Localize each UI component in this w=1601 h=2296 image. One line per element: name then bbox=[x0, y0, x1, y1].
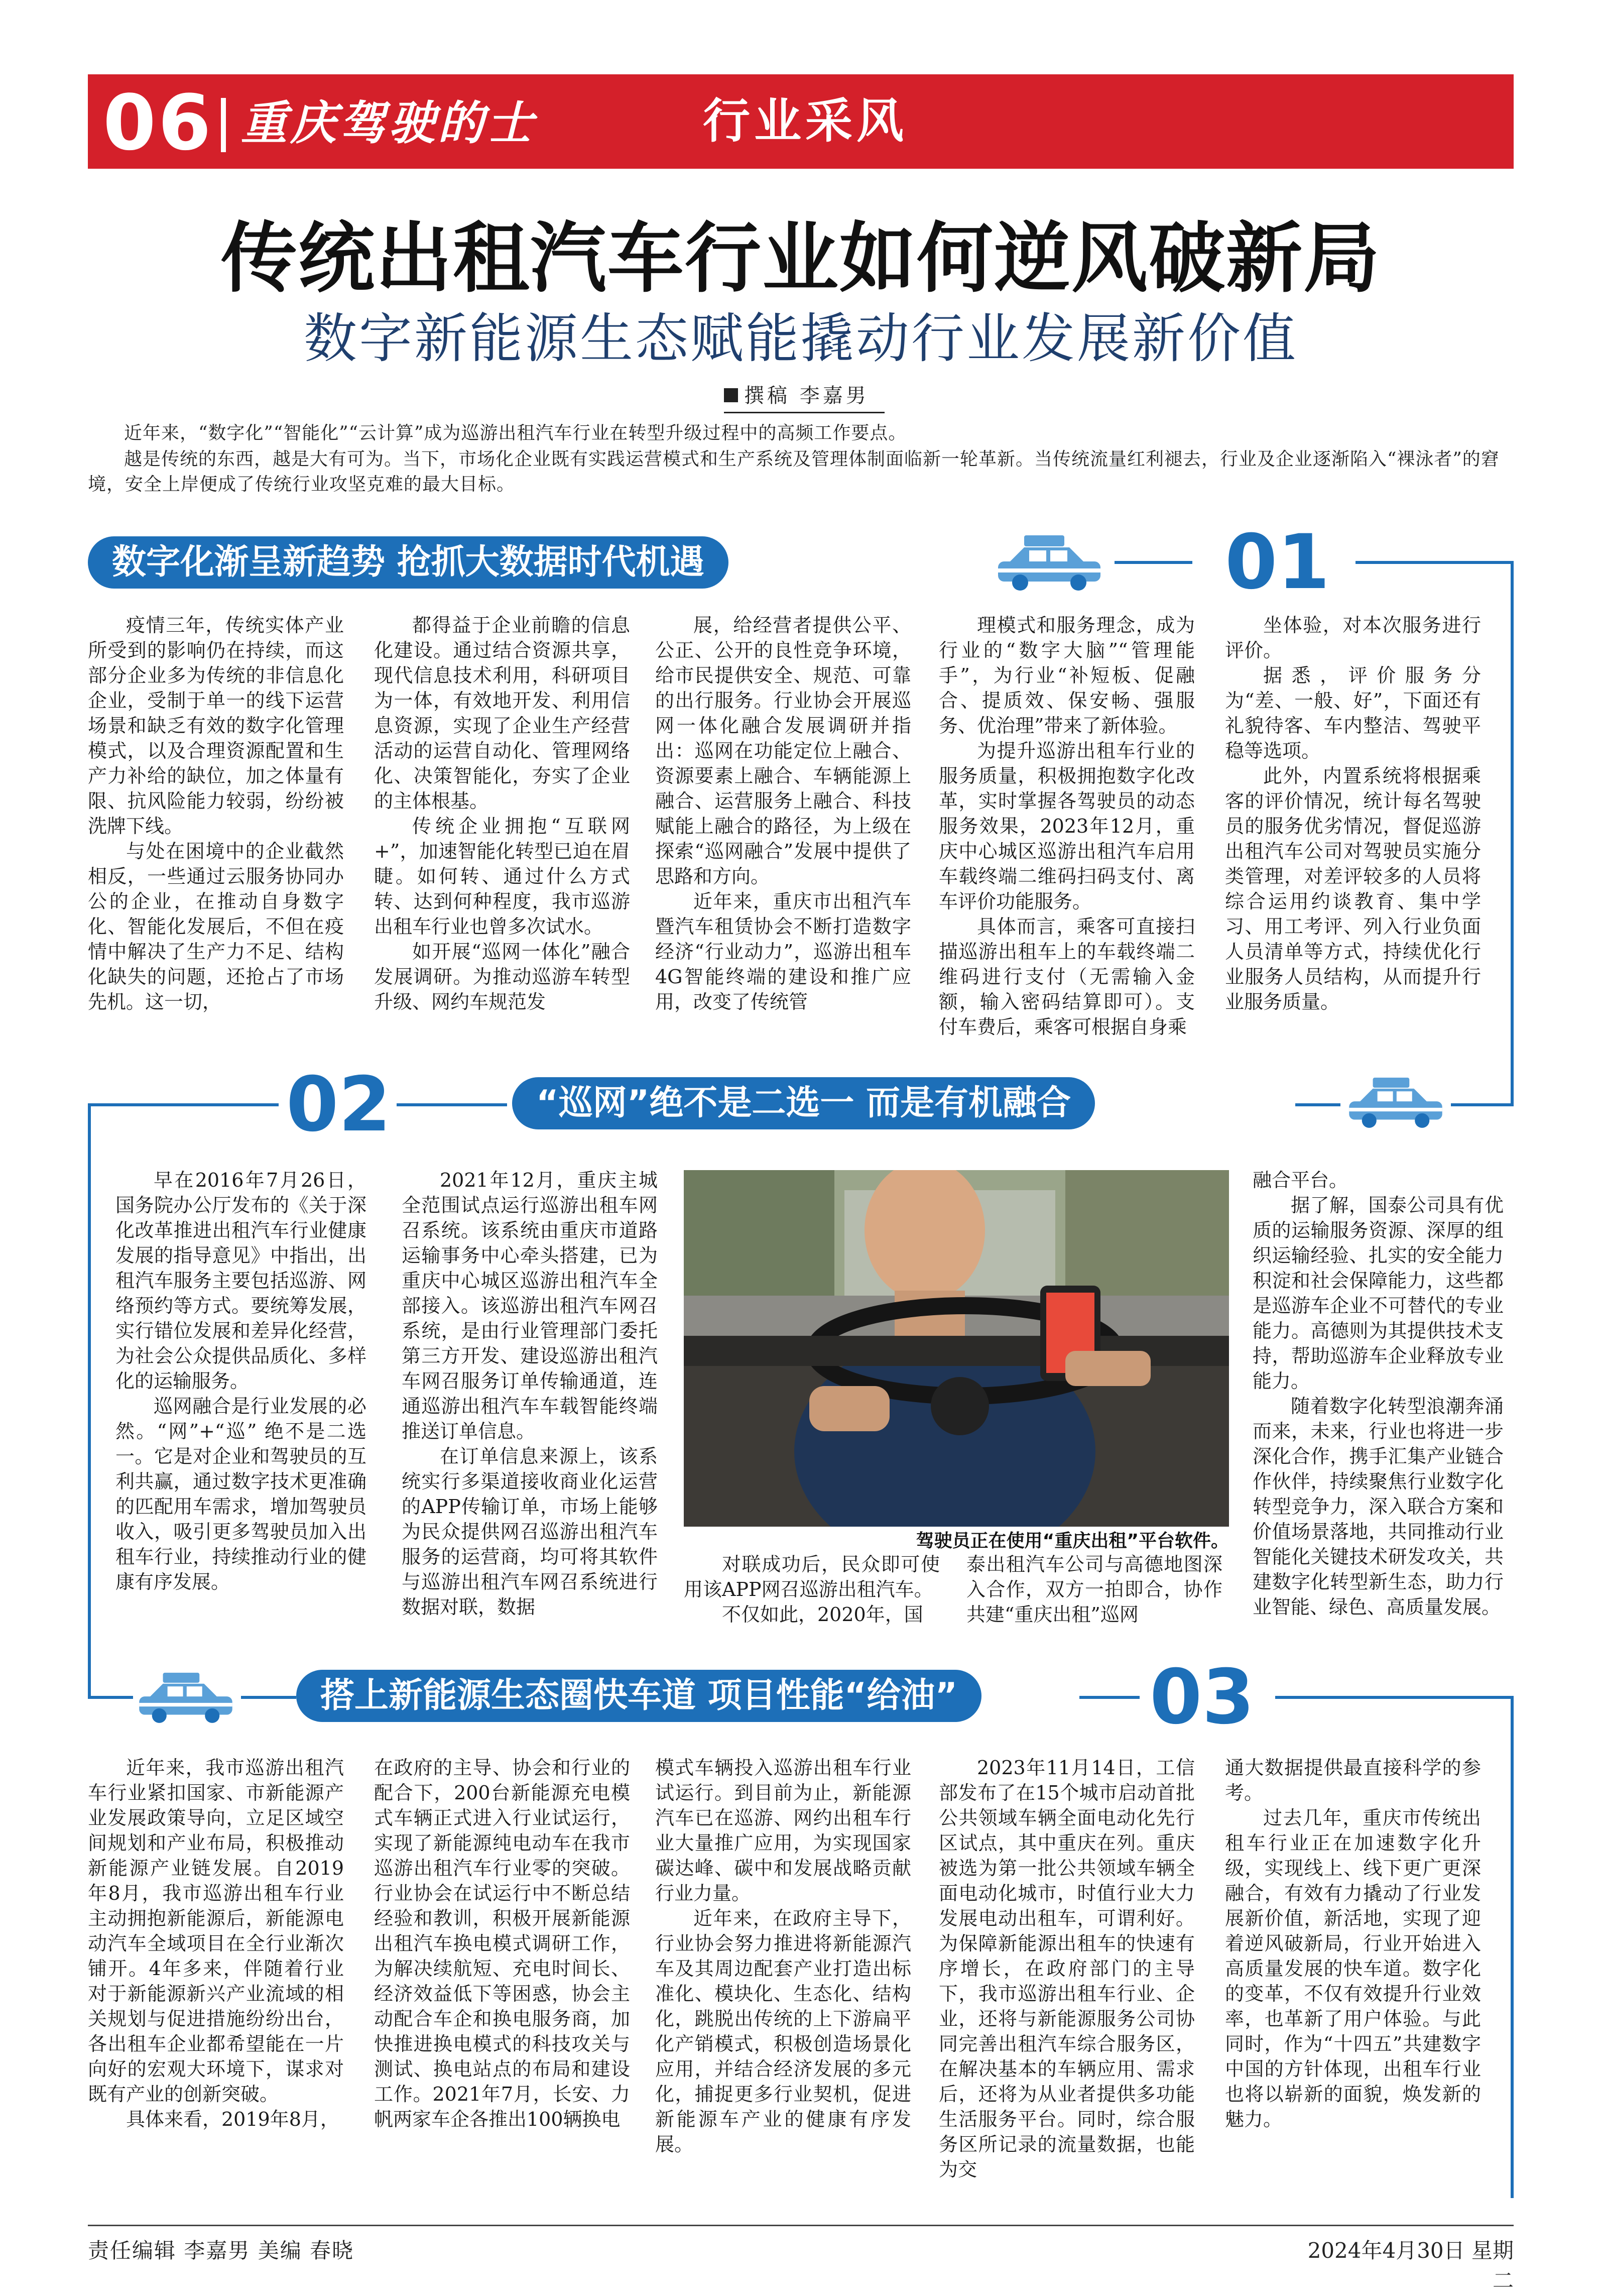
footer-rule bbox=[88, 2225, 1514, 2226]
section3-column-5 bbox=[1225, 1755, 1481, 2132]
paragraph: 具体来看，2019年8月， bbox=[126, 2108, 339, 2130]
section3-number: 03 bbox=[1150, 1654, 1255, 1741]
section3-side-rule bbox=[1511, 1696, 1514, 2198]
intro-paragraph: 越是传统的东西，越是大有可为。当下，市场化企业既有实践运营模式和生产系统及管理体制面临新一轮革新。当传统流量红利褪去，行业及企业逐渐陷入“裸泳者”的窘境，安全上岸便成了传统行业攻坚克难的最大目标。 bbox=[88, 449, 1500, 495]
paragraph: 与处在困境中的企业截然相反，一些通过云服务协同办公的企业，在推动自身数字化、智能化发展后，不但在疫情中解决了生产力不足、结构化缺失的问题，还抢占了市场先机。这一切， bbox=[88, 840, 344, 1013]
paragraph: 如开展“巡网一体化”融合发展调研。为推动巡游车转型升级、网约车规范发 bbox=[374, 941, 630, 1013]
paragraph: 为提升巡游出租车行业的服务质量，积极拥抱数字化改革，实时掌握各驾驶员的动态服务效果，2023年12月，重庆中心城区巡游出租汽车启用车载终端二维码扫码支付、离车评价功能服务。 bbox=[939, 740, 1195, 912]
section3-rule-end bbox=[1275, 1696, 1514, 1699]
paragraph: 具体而言，乘客可直接扫描巡游出租车上的车载终端二维码进行支付（无需输入金额，输入密码结算即可）。支付车费后，乘客可根据自身乘 bbox=[939, 915, 1195, 1038]
section3-column-1 bbox=[88, 1755, 344, 2132]
page-number: 06 bbox=[103, 78, 213, 167]
paragraph: 巡网融合是行业发展的必然。“网”+“巡” 绝不是二选一。它是对企业和驾驶员的互利共赢，通过数字技术更准确的匹配用车需求，增加驾驶员收入，吸引更多驾驶员加入出租车行业，持续推动行业的健康有序发展。 bbox=[115, 1395, 366, 1593]
paragraph: 此外，内置系统将根据乘客的评价情况，统计每名驾驶员的服务优劣情况，督促巡游出租汽车公司对驾驶员实施分类管理，对差评较多的人员将综合运用约谈教育、集中学习、用工考评、列入行业负面人员清单等方式，持续优化行业服务人员结构，从而提升行业服务质量。 bbox=[1225, 765, 1481, 1013]
driver-photo bbox=[684, 1170, 1229, 1527]
paragraph: 近年来，重庆市出租汽车暨汽车租赁协会不断打造数字经济“行业动力”，巡游出租车4G智能终端的建设和推广应用，改变了传统管 bbox=[655, 890, 911, 1013]
section2-column-1 bbox=[115, 1168, 366, 1594]
taxi-icon bbox=[1345, 1075, 1446, 1130]
paragraph: 融合平台。 bbox=[1253, 1169, 1348, 1191]
taxi-icon bbox=[994, 532, 1104, 593]
photo-caption: 驾驶员正在使用“重庆出租”平台软件。 bbox=[916, 1531, 1229, 1551]
section3-rule-right bbox=[1079, 1696, 1140, 1699]
section2-number: 02 bbox=[286, 1061, 391, 1149]
section1-rule bbox=[1115, 561, 1192, 564]
section1-column-1 bbox=[88, 613, 344, 1014]
paragraph: 早在2016年7月26日，国务院办公厅发布的《关于深化改革推进出租汽车行业健康发展的指导意见》中指出，出租汽车服务主要包括巡游、网络预约等方式。要统筹发展，实行错位发展和差异化经营，为社会公众提供品质化、多样化的运输服务。 bbox=[115, 1169, 366, 1392]
section1-banner: 数字化渐呈新趋势 抢抓大数据时代机遇 bbox=[88, 536, 728, 589]
author-underline bbox=[724, 412, 885, 413]
section3-rule-mid bbox=[241, 1696, 296, 1699]
taxi-icon bbox=[136, 1670, 236, 1725]
section2-column-2 bbox=[402, 1168, 658, 1620]
section1-column-3 bbox=[655, 613, 911, 1014]
author-byline: 撰稿 李嘉男 bbox=[744, 384, 869, 407]
paragraph: 对联成功后，民众即可使用该APP网召巡游出租汽车。 bbox=[684, 1553, 940, 1600]
section2-column-3 bbox=[684, 1552, 940, 1627]
paragraph: 在政府的主导、协会和行业的配合下，200台新能源充电模式车辆正式进入行业试运行，实现了新能源纯电动车在我市巡游出租汽车行业零的突破。行业协会在试运行中不断总结经验和教训，积极开展新能源出租汽车换电模式调研工作，为解决续航短、充电时间长、经济效益低下等困惑，协会主动配合车企和换电服务商，加快推进换电模式的科技攻关与测试、换电站点的布局和建设工作。2021年7月，长安、力帆两家车企各推出100辆换电 bbox=[374, 1757, 630, 2130]
paragraph: 近年来，我市巡游出租汽车行业紧扣国家、市新能源产业发展政策导向，立足区域空间规划和产业布局，积极推动新能源产业链发展。自2019年8月，我市巡游出租车行业主动拥抱新能源后，新能源电动汽车全域项目在全行业渐次铺开。4年多来，伴随着行业对于新能源新兴产业流域的相关规划与促进措施纷纷出台，各出租车企业都希望能在一片向好的宏观大环境下，谋求对既有产业的创新突破。 bbox=[88, 1757, 344, 2105]
section-name: 行业采风 bbox=[703, 94, 908, 149]
paragraph: 传统企业拥抱“互联网+”，加速智能化转型已迫在眉睫。如何转、通过什么方式转、达到何种程度，我市巡游出租车行业也曾多次试水。 bbox=[374, 815, 630, 938]
section1-column-4 bbox=[939, 613, 1195, 1040]
paragraph: 展，给经营者提供公平、公正、公开的良性竞争环境，给市民提供安全、规范、可靠的出行服务。行业协会开展巡网一体化融合发展调研并指出：巡网在功能定位上融合、资源要素上融合、车辆能源上融合、运营服务上融合、科技赋能上融合的路径，为上级在探索“巡网融合”发展中提供了思路和方向。 bbox=[655, 614, 911, 887]
section2-banner: “巡网”绝不是二选一 而是有机融合 bbox=[512, 1077, 1095, 1129]
section3-column-4 bbox=[939, 1755, 1195, 2182]
section2-side-rule bbox=[88, 1103, 91, 1696]
section1-column-5 bbox=[1225, 613, 1481, 1014]
paragraph: 泰出租汽车公司与高德地图深入合作，双方一拍即合，协作共建“重庆出租”巡网 bbox=[966, 1553, 1222, 1626]
paragraph: 在订单信息来源上，该系统实行多渠道接收商业化运营的APP传输订单，市场上能够为民众提供网召巡游出租汽车服务的运营商，均可将其软件与巡游出租汽车网召系统进行数据对联，数据 bbox=[402, 1445, 658, 1618]
paragraph: 疫情三年，传统实体产业所受到的影响仍在持续，而这部分企业多为传统的非信息化企业，受制于单一的线下运营场景和缺乏有效的数字化管理模式，以及合理资源配置和生产力补给的缺位，加之体量有限、抗风险能力较弱，纷纷被洗牌下线。 bbox=[88, 614, 344, 837]
paragraph: 随着数字化转型浪潮奔涌而来，未来，行业也将进一步深化合作，携手汇集产业链合作伙伴，持续聚焦行业数字化转型竞争力，深入联合方案和价值场景落地，共同推动行业智能化关键技术研发攻关，共建数字化转型新生态，助力行业智能、绿色、高质量发展。 bbox=[1253, 1395, 1504, 1618]
section2-rule-mid bbox=[397, 1103, 507, 1106]
intro-paragraph: 近年来，“数字化”“智能化”“云计算”成为巡游出租汽车行业在转型升级过程中的高频工作要点。 bbox=[124, 423, 907, 443]
section1-rule-right bbox=[1356, 561, 1514, 564]
paragraph: 坐体验，对本次服务进行评价。 bbox=[1225, 614, 1481, 661]
paragraph: 不仅如此，2020年，国 bbox=[722, 1603, 923, 1626]
article-subtitle: 数字新能源生态赋能撬动行业发展新价值 bbox=[304, 308, 1298, 370]
paragraph: 2021年12月，重庆主城全范围试点运行巡游出租车网召系统。该系统由重庆市道路运输事务中心牵头搭建，已为重庆中心城区巡游出租汽车全部接入。该巡游出租汽车网召系统，是由行业管理部门委托第三方开发、建设巡游出租汽车网召服务订单传输通道，连通巡游出租汽车车载智能终端推送订单信息。 bbox=[402, 1169, 658, 1442]
paragraph: 通大数据提供最直接科学的参考。 bbox=[1225, 1757, 1481, 1804]
section2-rule-right bbox=[1295, 1103, 1340, 1106]
paragraph: 理模式和服务理念，成为行业的“数字大脑”“管理能手”，为行业“补短板、促融合、提质效、保安畅、强服务、优治理”带来了新体验。 bbox=[939, 614, 1195, 737]
section3-rule-left bbox=[88, 1696, 133, 1699]
paragraph: 都得益于企业前瞻的信息化建设。通过结合资源共享，现代信息技术利用，科研项目为一体，有效地开发、利用信息资源，实现了企业生产经营活动的运营自动化、管理网络化、决策智能化，夯实了企业的主体根基。 bbox=[374, 614, 630, 812]
section2-rule-end bbox=[1451, 1103, 1514, 1106]
author-square-icon bbox=[724, 388, 738, 402]
paragraph: 近年来，在政府主导下，行业协会努力推进将新能源汽车及其周边配套产业打造出标准化、模块化、生态化、结构化，跳脱出传统的上下游扁平化产销模式，积极创造场景化应用，并结合经济发展的多元化，捕捉更多行业契机，促进新能源车产业的健康有序发展。 bbox=[655, 1907, 911, 2155]
section3-banner: 搭上新能源生态圈快车道 项目性能“给油” bbox=[296, 1670, 981, 1722]
section1-side-rule bbox=[1511, 561, 1514, 1103]
masthead-separator bbox=[221, 98, 226, 152]
footer-editor: 责任编辑 李嘉男 美编 春晓 bbox=[88, 2238, 354, 2263]
section1-number: 01 bbox=[1225, 519, 1330, 606]
paragraph: 据了解，国泰公司具有优质的运输服务资源、深厚的组织运输经验、扎实的安全能力积淀和社会保障能力，这些都是巡游车企业不可替代的专业能力。高德则为其提供技术支持，帮助巡游车企业释放专业能力。 bbox=[1253, 1194, 1504, 1392]
section2-column-5 bbox=[1253, 1168, 1504, 1620]
brand-logo-text: 重庆驾驶的士 bbox=[241, 96, 537, 150]
paragraph: 据悉，评价服务分为“差、一般、好”，下面还有礼貌待客、车内整洁、驾驶平稳等选项。 bbox=[1225, 664, 1481, 762]
paragraph: 2023年11月14日，工信部发布了在15个城市启动首批公共领域车辆全面电动化先行区试点，其中重庆在列。重庆被选为第一批公共领域车辆全面电动化城市，时值行业大力发展电动出租车，可谓利好。为保障新能源出租车的快速有序增长，在政府部门的主导下，我市巡游出租车行业、企业，还将与新能源服务公司协同完善出租汽车综合服务区，在解决基本的车辆应用、需求后，还将为从业者提供多功能生活服务平台。同时，综合服务区所记录的流量数据，也能为交 bbox=[939, 1757, 1195, 2180]
paragraph: 模式车辆投入巡游出租车行业试运行。到目前为止，新能源汽车已在巡游、网约出租车行业大量推广应用，为实现国家碳达峰、碳中和发展战略贡献行业力量。 bbox=[655, 1757, 911, 1904]
section3-column-3 bbox=[655, 1755, 911, 2157]
article-title: 传统出租汽车行业如何逆风破新局 bbox=[221, 214, 1381, 303]
footer-date: 2024年4月30日 星期二 bbox=[1307, 2238, 1514, 2293]
section1-column-2 bbox=[374, 613, 630, 1014]
section3-column-2 bbox=[374, 1755, 630, 2132]
section2-column-4 bbox=[966, 1552, 1222, 1627]
paragraph: 过去几年，重庆市传统出租车行业正在加速数字化升级，实现线上、线下更广更深融合，有效有力撬动了行业发展新价值，新活地，实现了迎着逆风破新局，行业开始进入高质量发展的快车道。数字化的变革，不仅有效提升行业效率，也革新了用户体验。与此同时，作为“十四五”共建数字中国的方针体现，出租车行业也将以崭新的面貌，焕发新的魅力。 bbox=[1225, 1807, 1481, 2130]
section2-rule-left bbox=[88, 1103, 279, 1106]
